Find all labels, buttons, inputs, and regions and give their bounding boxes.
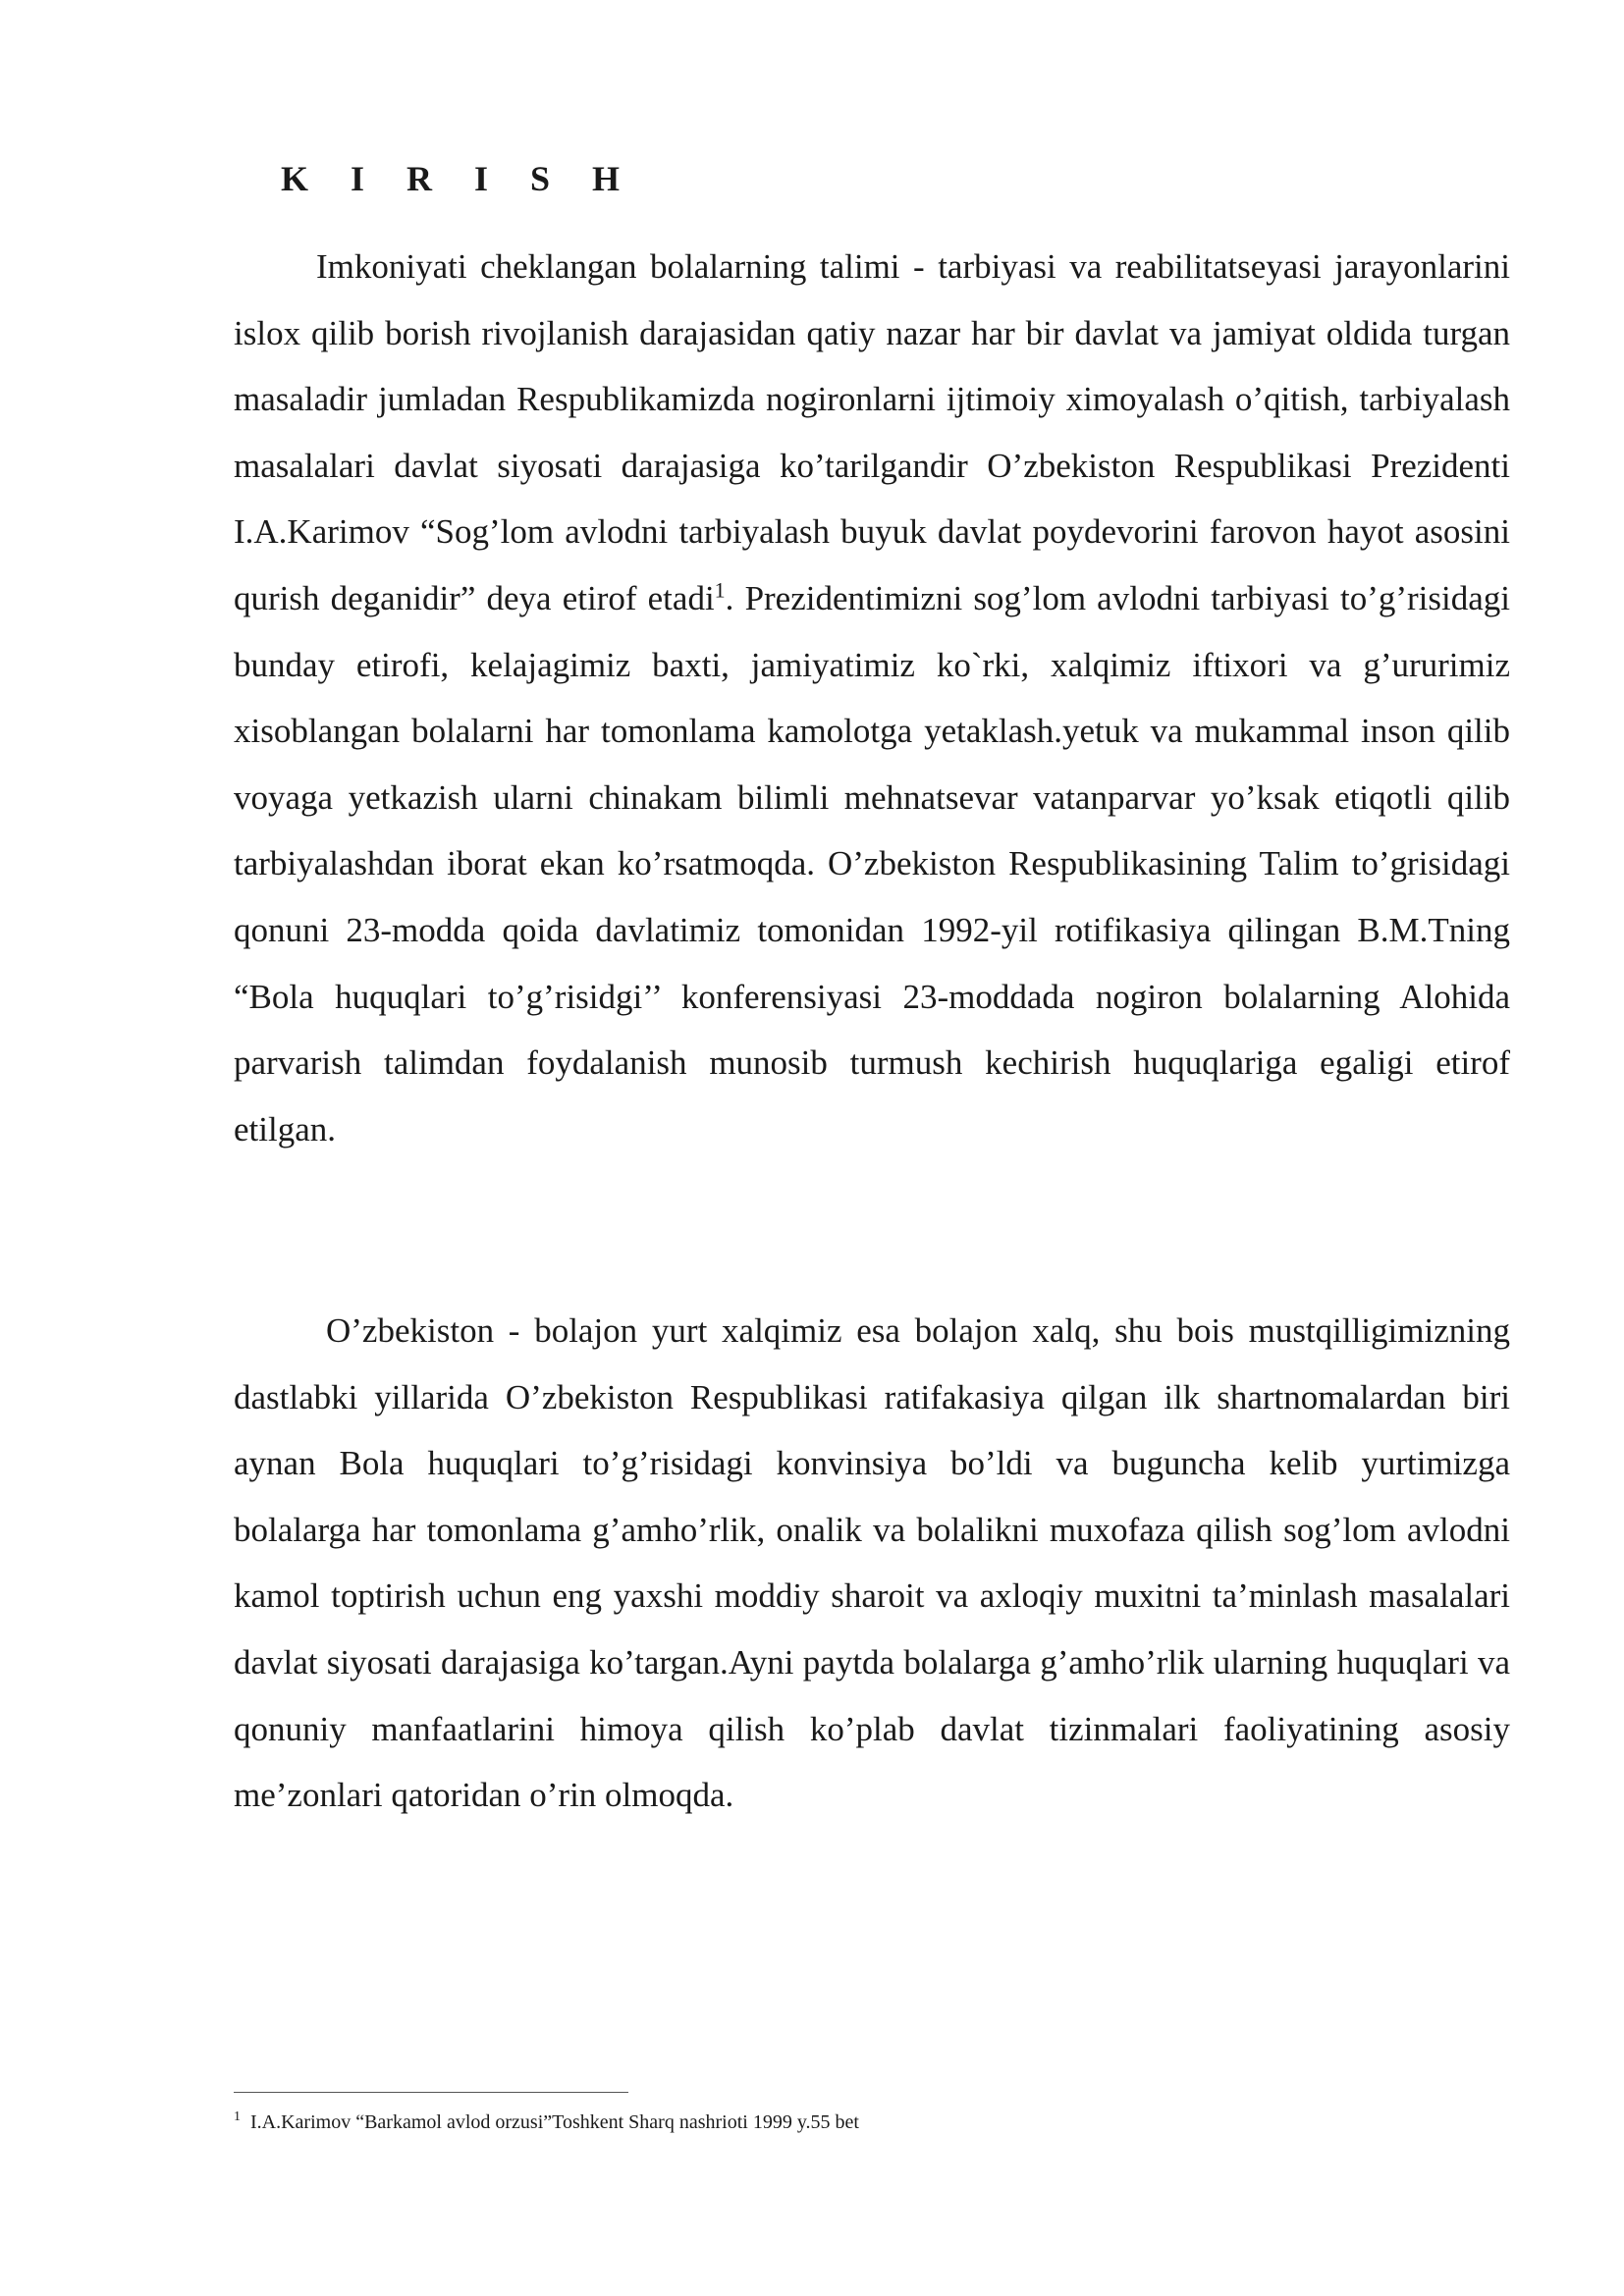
footnote-reference[interactable]: 1 [714, 577, 726, 603]
footnote-divider [234, 2092, 628, 2093]
paragraph-second: O’zbekiston - bolajon yurt xalqimiz esa bolajon xalq, shu bois mustqilligimizning dastlabki yillarida O’zbekiston Respublikasi ratifakasiya qilgan ilk shartnomalardan biri aynan Bola huquqlari to’g’risidagi konvinsiya bo’ldi va buguncha kelib yurtimizga bolalarga har tomonlama g’amho’rlik, onalik va bolalikni muxofaza qilish sog’lom avlodni kamol toptirish uchun eng yaxshi moddiy sharoit va axloqiy muxitni ta’minlash masalalari davlat siyosati darajasiga ko’targan.Ayni paytda bolalarga g’amho’rlik ularning huquqlari va qonuniy manfaatlarini himoya qilish ko’plab davlat tizinmalari faoliyatining asosiy me’zonlari qatoridan o’rin olmoqda. [234, 1311, 1510, 1815]
footnote-number: 1 [234, 2109, 241, 2125]
section-heading: K I R I S H [281, 159, 637, 198]
footnote [234, 2108, 859, 2137]
footnote-text: I.A.Karimov “Barkamol avlod orzusi”Toshkent Sharq nashrioti 1999 y.55 bet [250, 2111, 859, 2133]
paragraph-introduction [234, 234, 1510, 1162]
paragraph-text-continued: . Prezidentimizni sog’lom avlodni tarbiyasi to’g’risidagi bunday etirofi, kelajagimiz baxti, jamiyatimiz ko`rki, xalqimiz iftixori va g’ururimiz xisoblangan bolalarni har tomonlama kamolotga yetaklash.yetuk va mukammal inson qilib voyaga yetkazish ularni chinakam bilimli mehnatsevar vatanparvar yo’ksak etiqotli qilib tarbiyalashdan iborat ekan ko’rsatmoqda. O’zbekiston Respublikasining Talim to’grisidagi qonuni 23-modda qoida davlatimiz tomonidan 1992-yil rotifikasiya qilingan B.M.Tning “Bola huquqlari to’g’risidgi’’ konferensiyasi 23-moddada nogiron bolalarning Alohida parvarish talimdan foydalanish munosib turmush kechirish huquqlariga egaligi etirof etilgan. [234, 578, 1510, 1148]
paragraph-text: Imkoniyati cheklangan bolalarning talimi - tarbiyasi va reabilitatseyasi jarayonlarini islox qilib borish rivojlanish darajasidan qatiy nazar har bir davlat va jamiyat oldida turgan masaladir jumladan Respublikamizda nogironlarni ijtimoiy ximoyalash o’qitish, tarbiyalash masalalari davlat siyosati darajasiga ko’tarilgandir O’zbekiston Respublikasi Prezidenti I.A.Karimov “Sog’lom avlodni tarbiyalash buyuk davlat poydevorini farovon hayot asosini qurish deganidir” deya etirof etadi [234, 247, 1510, 617]
